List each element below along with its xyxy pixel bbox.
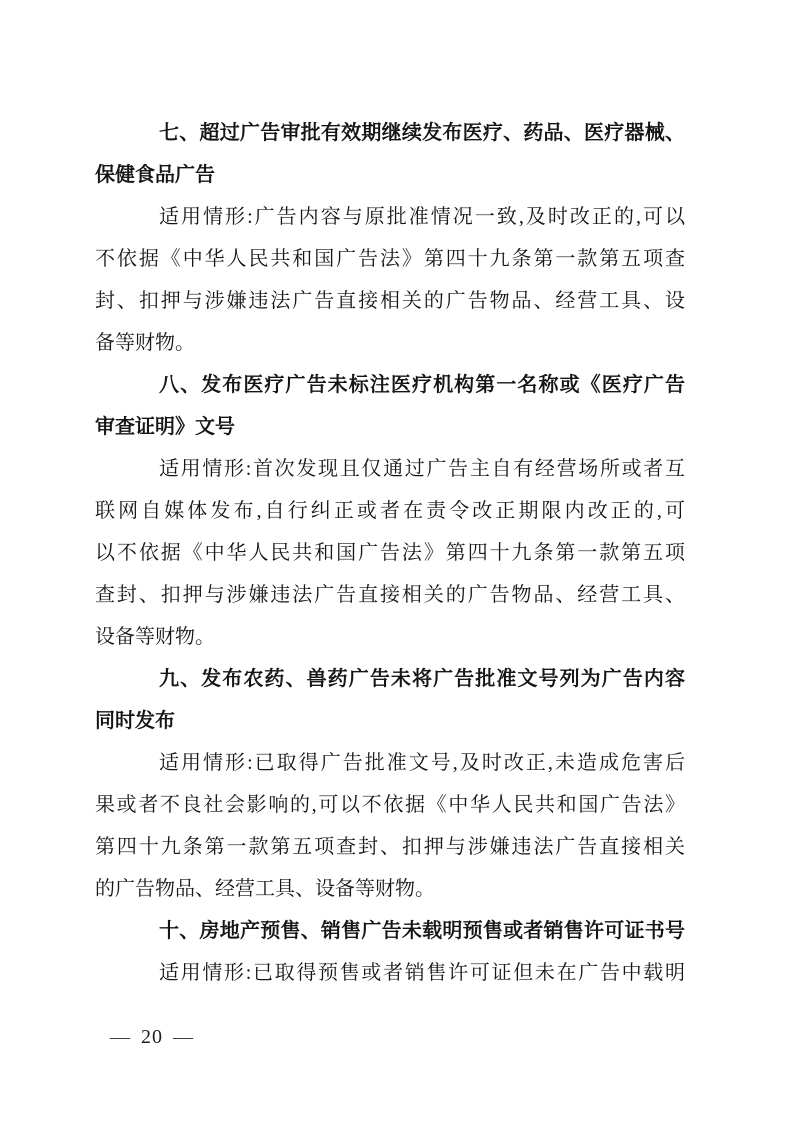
- document-body: [95, 112, 685, 994]
- section-9: [95, 658, 685, 910]
- section-7-body-line-3: 封、扣押与涉嫌违法广告直接相关的广告物品、经营工具、设: [95, 290, 685, 312]
- section-7-body-line-1: 适用情形:广告内容与原批准情况一致,及时改正的,可以: [159, 206, 685, 228]
- section-7-title-line-1: 七、超过广告审批有效期继续发布医疗、药品、医疗器械、: [159, 122, 685, 144]
- section-10-title-line-1: 十、房地产预售、销售广告未载明预售或者销售许可证书号: [159, 920, 685, 942]
- section-9-body-line-4: 的广告物品、经营工具、设备等财物。: [95, 878, 435, 900]
- section-8-body-line-3: 以不依据《中华人民共和国广告法》第四十九条第一款第五项: [95, 542, 685, 564]
- section-9-body-line-1: 适用情形:已取得广告批准文号,及时改正,未造成危害后: [159, 752, 685, 774]
- section-10: [95, 910, 685, 994]
- section-8: [95, 364, 685, 658]
- section-8-title-line-2: 审查证明》文号: [95, 416, 235, 438]
- page-number: 20: [141, 1026, 163, 1048]
- section-9-title-line-1: 九、发布农药、兽药广告未将广告批准文号列为广告内容: [159, 668, 685, 690]
- section-8-body-line-5: 设备等财物。: [95, 626, 215, 648]
- section-8-body-line-1: 适用情形:首次发现且仅通过广告主自有经营场所或者互: [159, 458, 685, 480]
- section-7-title-line-2: 保健食品广告: [95, 164, 215, 186]
- section-7-body-line-2: 不依据《中华人民共和国广告法》第四十九条第一款第五项查: [95, 248, 685, 270]
- footer-left-dash: —: [110, 1026, 131, 1048]
- section-10-body-line-1: 适用情形:已取得预售或者销售许可证但未在广告中载明: [159, 962, 685, 984]
- section-9-title-line-2: 同时发布: [95, 710, 175, 732]
- footer-right-dash: —: [173, 1026, 194, 1048]
- section-7-body-line-4: 备等财物。: [95, 332, 195, 354]
- page-footer: [110, 1022, 194, 1052]
- section-9-body-line-2: 果或者不良社会影响的,可以不依据《中华人民共和国广告法》: [95, 794, 685, 816]
- section-7: [95, 112, 685, 364]
- section-8-title-line-1: 八、发布医疗广告未标注医疗机构第一名称或《医疗广告: [159, 374, 685, 396]
- section-8-body-line-2: 联网自媒体发布,自行纠正或者在责令改正期限内改正的,可: [95, 500, 685, 522]
- section-9-body-line-3: 第四十九条第一款第五项查封、扣押与涉嫌违法广告直接相关: [95, 836, 685, 858]
- section-8-body-line-4: 查封、扣押与涉嫌违法广告直接相关的广告物品、经营工具、: [95, 584, 685, 606]
